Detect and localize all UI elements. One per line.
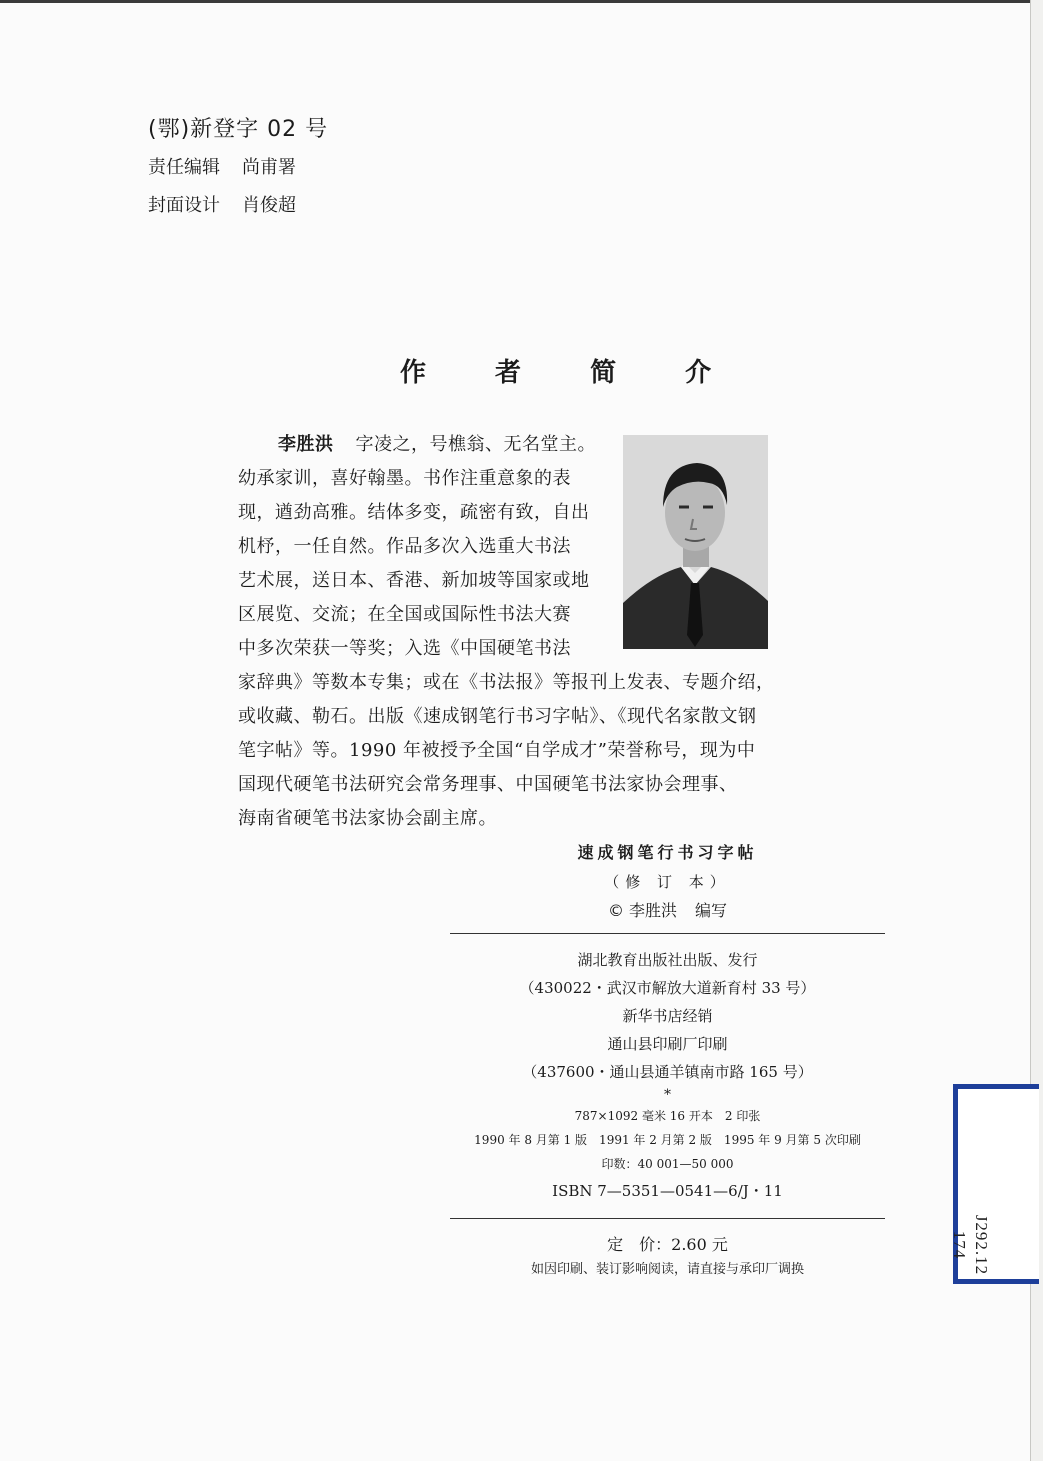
edition-label: （修 订 本） — [604, 873, 731, 891]
bio-line: 区展览、交流；在全国或国际性书法大赛 — [238, 604, 571, 625]
cover-design-credit — [148, 191, 328, 217]
call-number-text — [948, 1175, 992, 1315]
bio-line: 笔字帖》等。1990 年被授予全国“自学成才”荣誉称号，现为中 — [238, 740, 756, 761]
publisher: 湖北教育出版社出版、发行 — [577, 951, 758, 969]
author-role: 编写 — [695, 901, 728, 920]
call-number: J292.12 — [972, 1214, 991, 1276]
printer-address: （437600・通山县通羊镇南市路 165 号） — [522, 1063, 813, 1081]
book-title: 速成钢笔行书习字帖 — [577, 843, 758, 862]
cover-design-label: 封面设计 — [148, 195, 220, 216]
exchange-notice: 如因印刷、装订影响阅读，请直接与承印厂调换 — [530, 1262, 804, 1277]
bio-line: 或收藏、勒石。出版《速成钢笔行书习字帖》、《现代名家散文钢 — [238, 706, 757, 727]
print-run: 印数：40 001—50 000 — [601, 1157, 734, 1171]
page-top-edge — [0, 0, 1043, 3]
bio-line: 艺术展，送日本、香港、新加坡等国家或地 — [238, 570, 590, 591]
cover-design-name: 肖俊超 — [242, 195, 296, 216]
registration-number: (鄂)新登字 02 号 — [148, 117, 329, 142]
editor-credit — [148, 153, 328, 179]
distributor: 新华书店经销 — [622, 1007, 713, 1025]
bio-line: 国现代硬笔书法研究会常务理事、中国硬笔书法家协会理事、 — [238, 774, 738, 795]
separator-star: * — [664, 1087, 671, 1103]
editor-name: 尚甫署 — [242, 157, 296, 178]
author-name: 李胜洪 — [278, 434, 334, 455]
author-credit: © 李胜洪 — [607, 901, 678, 920]
bio-line: 家辞典》等数本专集；或在《书法报》等报刊上发表、专题介绍， — [238, 672, 775, 693]
credits-block — [148, 112, 328, 229]
author-credit-line — [450, 898, 885, 921]
bio-line: 海南省硬笔书法家协会副主席。 — [238, 808, 497, 829]
section-title: 作 者 简 介 — [400, 358, 742, 388]
bio-line: 机杼，一任自然。作品多次入选重大书法 — [238, 536, 571, 557]
format-spec: 787×1092 毫米 16 开本 2 印张 — [574, 1109, 761, 1123]
bio-line: 李胜洪 字凌之，号樵翁、无名堂主。 — [278, 434, 596, 455]
bio-line: 中多次荣获一等奖；入选《中国硬笔书法 — [238, 638, 571, 659]
price: 定 价：2.60 元 — [607, 1235, 728, 1254]
colophon — [450, 840, 885, 1281]
editor-label: 责任编辑 — [148, 157, 220, 178]
item-number: 174 — [950, 1230, 969, 1260]
divider-bottom — [450, 1218, 885, 1219]
publisher-address: （430022・武汉市解放大道新育村 33 号） — [519, 979, 816, 997]
isbn: ISBN 7—5351—0541—6/J・11 — [552, 1182, 783, 1200]
divider-top — [450, 933, 885, 934]
bio-line: 现，遒劲高雅。结体多变，疏密有致，自出 — [238, 502, 590, 523]
bio-line: 幼承家训，喜好翰墨。书作注重意象的表 — [238, 468, 571, 489]
printer: 通山县印刷厂印刷 — [607, 1035, 728, 1053]
edition-history: 1990 年 8 月第 1 版 1991 年 2 月第 2 版 1995 年 9 月第 5 次印刷 — [474, 1133, 861, 1147]
library-call-label — [950, 1084, 1039, 1284]
author-bio — [238, 428, 808, 836]
